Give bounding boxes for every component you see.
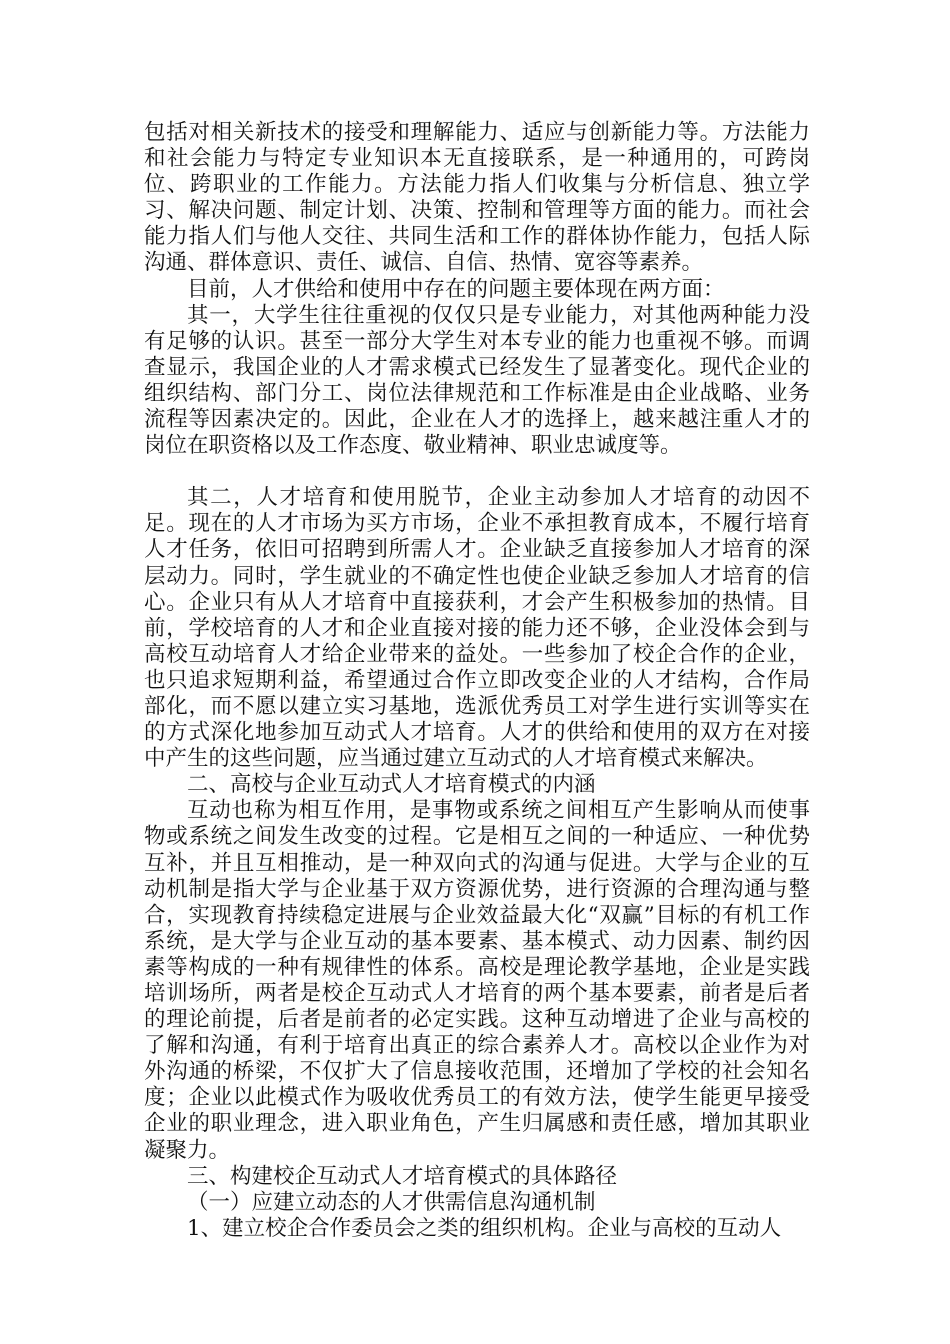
paragraph-problem-two: 其二，人才培育和使用脱节，企业主动参加人才培育的动因不足。现在的人才市场为买方市场，企业不承担教育成本，不履行培育人才任务，依旧可招聘到所需人才。企业缺乏直接参加人才培育的深层动力。同时，学生就业的不确定性也使企业缺乏参加人才培育的信心。企业只有从人才培育中直接获利，才会产生积极参加的热情。目前，学校培育的人才和企业直接对接的能力还不够，企业没体会到与高校互动培育人才给企业带来的益处。一些参加了校企合作的企业，也只追求短期利益，希望通过合作立即改变企业的人才结构，合作局部化，而不愿以建立实习基地，选派优秀员工对学生进行实训等实在的方式深化地参加互动式人才培育。人才的供给和使用的双方在对接中产生的这些问题，应当通过建立互动式的人才培育模式来解决。 xyxy=(144,485,810,772)
subsection-heading-one: （一）应建立动态的人才供需信息沟通机制 xyxy=(187,1189,596,1215)
section-heading-three: 三、构建校企互动式人才培育模式的具体路径 xyxy=(187,1163,618,1189)
paragraph-interaction-definition: 互动也称为相互作用，是事物或系统之间相互产生影响从而使事物或系统之间发生改变的过程。它是相互之间的一种适应、一种优势互补，并且互相推动，是一种双向式的沟通与促进。大学与企业的互动机制是指大学与企业基于双方资源优势，进行资源的合理沟通与整合，实现教育持续稳定进展与企业效益最大化“双赢”目标的有机工作系统，是大学与企业互动的基本要素、基本模式、动力因素、制约因素等构成的一种有规律性的体系。高校是理论教学基地，企业是实践培训场所，两者是校企互动式人才培育的两个基本要素，前者是后者的理论前提，后者是前者的必定实践。这种互动增进了企业与高校的了解和沟通，有利于培育出真正的综合素养人才。高校以企业作为对外沟通的桥梁，不仅扩大了信息接收范围，还增加了学校的社会知名度；企业以此模式作为吸收优秀员工的有效方法，使学生能更早接受企业的职业理念，进入职业角色，产生归属感和责任感，增加其职业凝聚力。 xyxy=(144,798,810,1163)
paragraph-item-one: 1、建立校企合作委员会之类的组织机构。企业与高校的互动人 xyxy=(187,1215,782,1241)
paragraph-current-problems-intro: 目前，人才供给和使用中存在的问题主要体现在两方面： xyxy=(187,276,725,302)
paragraph-abilities-continued: 包括对相关新技术的接受和理解能力、适应与创新能力等。方法能力和社会能力与特定专业知识本无直接联系，是一种通用的，可跨岗位、跨职业的工作能力。方法能力指人们收集与分析信息、独立学习、解决问题、制定计划、决策、控制和管理等方面的能力。而社会能力指人们与他人交往、共同生活和工作的群体协作能力，包括人际沟通、群体意识、责任、诚信、自信、热情、宽容等素养。 xyxy=(144,120,810,276)
document-page xyxy=(144,120,810,1242)
section-heading-two: 二、高校与企业互动式人才培育模式的内涵 xyxy=(187,772,596,798)
paragraph-problem-one: 其一，大学生往往重视的仅仅只是专业能力，对其他两种能力没有足够的认识。甚至一部分大学生对本专业的能力也重视不够。而调查显示，我国企业的人才需求模式已经发生了显著变化。现代企业的组织结构、部门分工、岗位法律规范和工作标准是由企业战略、业务流程等因素决定的。因此，企业在人才的选择上，越来越注重人才的岗位在职资格以及工作态度、敬业精神、职业忠诚度等。 xyxy=(144,302,810,459)
